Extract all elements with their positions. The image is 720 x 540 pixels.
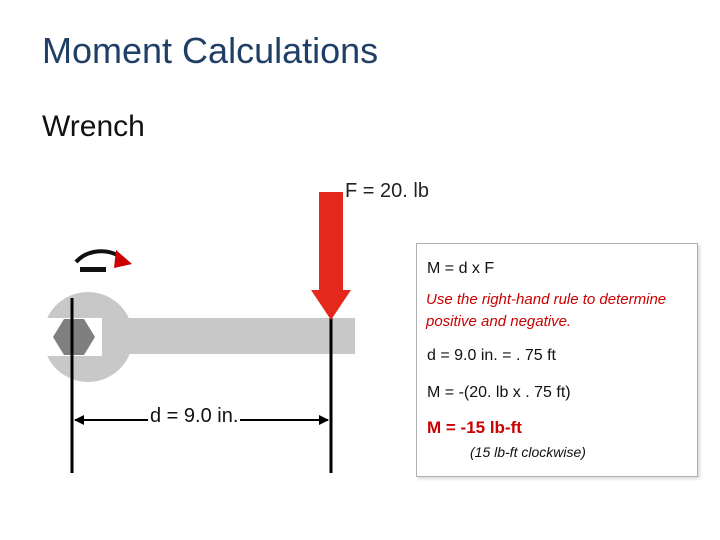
force-arrow-icon [311, 192, 351, 320]
distance-label: d = 9.0 in. [150, 405, 239, 427]
moment-direction: (15 lb-ft clockwise) [470, 444, 586, 460]
moment-substitution: M = -(20. lb x . 75 ft) [427, 384, 571, 401]
distance-conversion: d = 9.0 in. = . 75 ft [427, 347, 556, 364]
rotation-arrow-icon [76, 250, 132, 268]
right-hand-rule-note: Use the right-hand rule to determine positive and negative. [426, 291, 667, 330]
moment-result: M = -15 lb-ft [427, 418, 522, 437]
minus-sign-icon [80, 267, 106, 272]
slide-subtitle: Wrench [42, 110, 145, 143]
slide-title: Moment Calculations [42, 30, 379, 71]
force-label: F = 20. lb [345, 180, 429, 202]
moment-formula: M = d x F [427, 260, 495, 277]
calculation-box [416, 243, 698, 477]
wrench-handle [100, 318, 355, 354]
